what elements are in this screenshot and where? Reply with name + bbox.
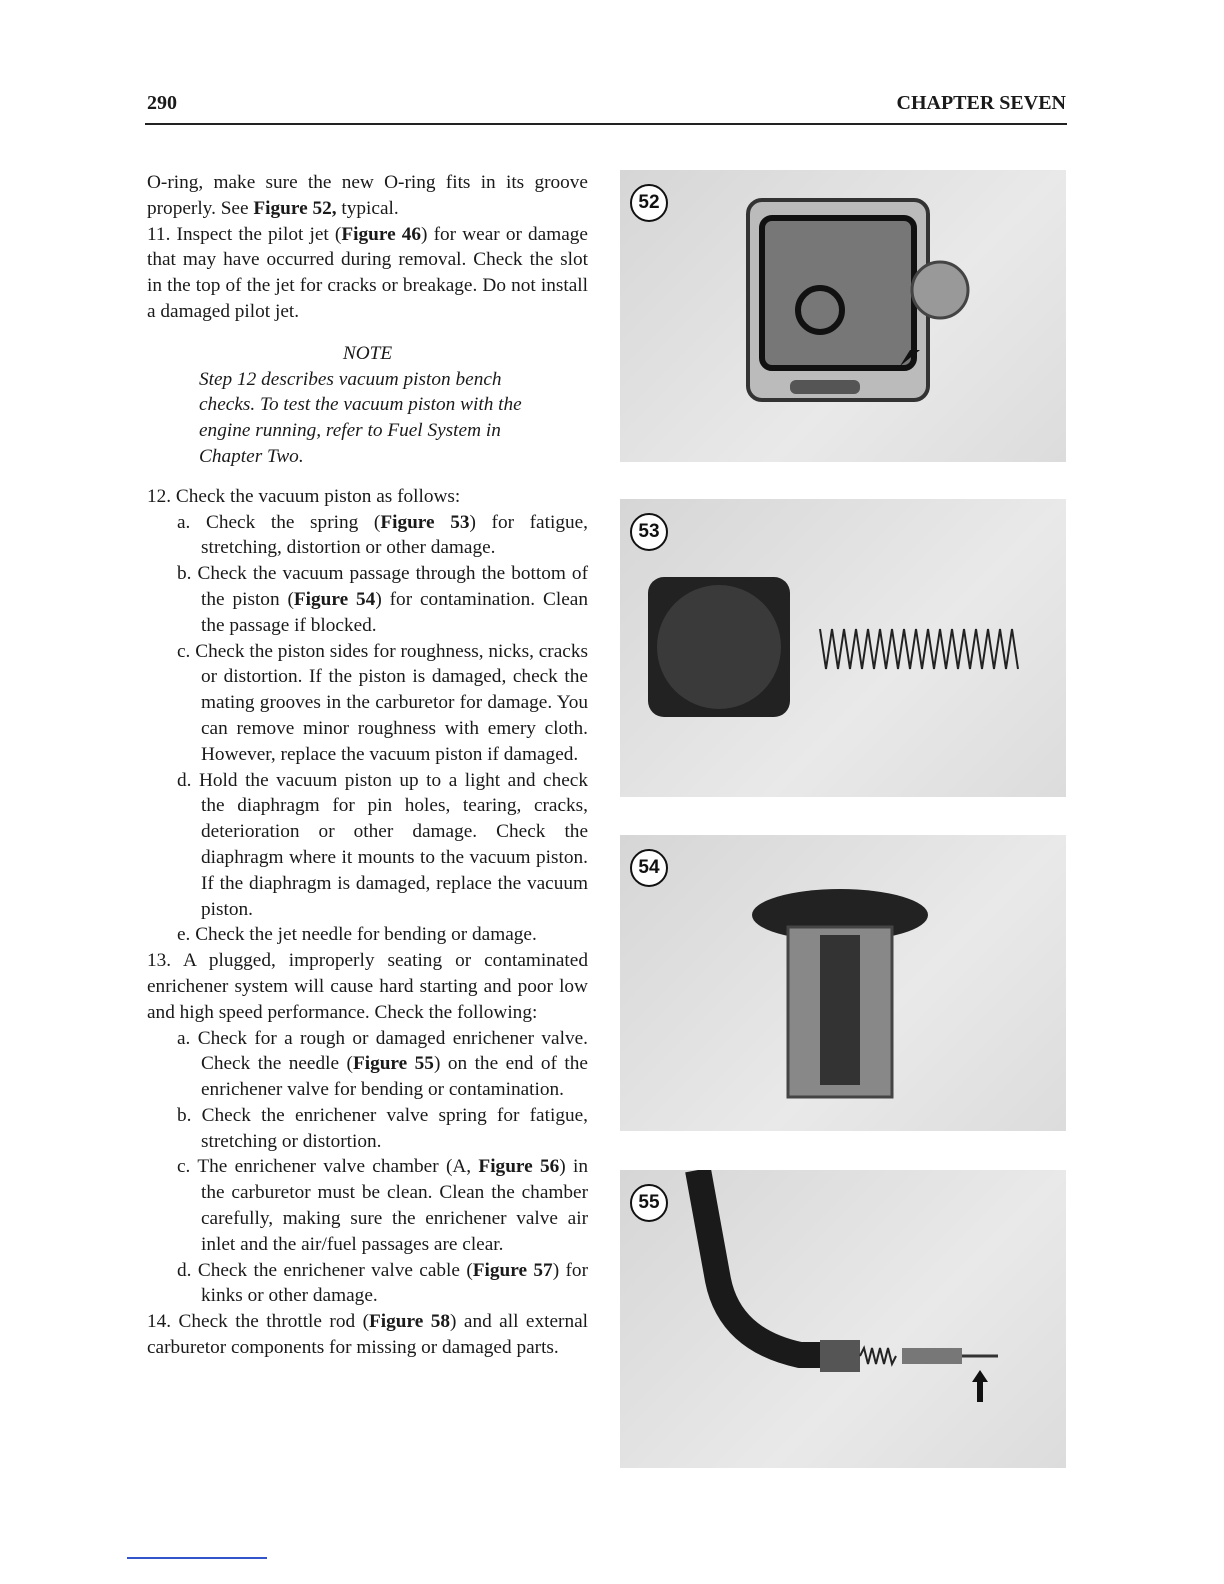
figure-reference: Figure 57 bbox=[472, 1259, 553, 1281]
sub-step bbox=[147, 1258, 588, 1310]
vacuum-piston-photo bbox=[620, 835, 1066, 1131]
text-run: c. The enrichener valve chamber (A, bbox=[177, 1156, 479, 1178]
figure-number: 54 bbox=[630, 849, 668, 887]
note-text bbox=[147, 367, 588, 470]
figure-reference: Figure 54 bbox=[293, 588, 376, 610]
text-run: b. Check the enrichener valve spring for fatigue, stretching or distortion. bbox=[177, 1104, 588, 1152]
paragraph bbox=[147, 1309, 588, 1361]
vacuum-piston-and-spring-photo bbox=[620, 499, 1066, 797]
figure-number: 55 bbox=[630, 1184, 668, 1222]
figure-reference: Figure 56 bbox=[478, 1156, 560, 1178]
paragraph bbox=[147, 948, 588, 1025]
sub-step bbox=[147, 922, 588, 948]
body-text bbox=[147, 170, 588, 1361]
text-run: e. Check the jet needle for bending or damage. bbox=[177, 924, 537, 946]
text-run: b. Check the vacuum passage through the bottom of the piston ( bbox=[177, 563, 588, 610]
sub-step bbox=[147, 1154, 588, 1257]
figure-53 bbox=[620, 499, 1066, 797]
figure-54 bbox=[620, 835, 1066, 1131]
chapter-title: CHAPTER SEVEN bbox=[896, 92, 1066, 114]
paragraph bbox=[147, 484, 588, 510]
figure-reference: Figure 55 bbox=[352, 1053, 434, 1075]
text-run: c. Check the piston sides for roughness, nicks, cracks or distortion. If the piston is damaged, check the mating grooves in the carburetor for damage. You can remove minor roughness with emery cloth. However, replace the vacuum piston if damaged. bbox=[177, 640, 588, 765]
sub-step bbox=[147, 561, 588, 638]
figure-reference: Figure 52, bbox=[253, 197, 337, 219]
text-run: d. Hold the vacuum piston up to a light and check the diaphragm for pin holes, tearing, cracks, deterioration or other damage. Check the diaphragm where it mounts to the vacuum piston. If the diaphragm is damaged, replace the vacuum piston. bbox=[177, 769, 588, 920]
text-run: Step 12 describes vacuum piston bench checks. To test the vacuum piston with the engine running, refer to Fuel System in Chapter Two. bbox=[199, 368, 522, 467]
page-number: 290 bbox=[147, 92, 177, 114]
figure-reference: Figure 53 bbox=[380, 511, 470, 533]
text-run: 12. Check the vacuum piston as follows: bbox=[147, 485, 461, 507]
sub-step bbox=[147, 768, 588, 923]
sub-step bbox=[147, 1103, 588, 1155]
text-run: 11. Inspect the pilot jet ( bbox=[147, 223, 342, 245]
footer-link-underline bbox=[127, 1557, 267, 1559]
figure-52 bbox=[620, 170, 1066, 462]
sub-step bbox=[147, 1026, 588, 1103]
text-run: 14. Check the throttle rod ( bbox=[147, 1311, 369, 1333]
figure-number: 53 bbox=[630, 513, 668, 551]
figure-reference: Figure 58 bbox=[369, 1311, 451, 1333]
figure-reference: Figure 46 bbox=[341, 223, 422, 245]
enrichener-valve-cable-photo bbox=[620, 1170, 1066, 1468]
sub-step bbox=[147, 639, 588, 768]
figure-55 bbox=[620, 1170, 1066, 1468]
header-rule bbox=[145, 123, 1067, 125]
text-run: typical. bbox=[336, 197, 399, 219]
paragraph bbox=[147, 170, 588, 222]
text-run: NOTE bbox=[342, 342, 393, 364]
text-run: ) in the carburetor must be clean. Clean the chamber carefully, making sure the enrichener valve air inlet and the air/fuel passages are clear. bbox=[201, 1156, 588, 1255]
note-heading bbox=[147, 341, 588, 367]
text-run: O-ring, make sure the new O-ring fits in its groove properly. See bbox=[147, 172, 588, 219]
text-run: ) for contamination. Clean the passage if blocked. bbox=[201, 588, 588, 636]
paragraph bbox=[147, 222, 588, 325]
text-run: 13. A plugged, improperly seating or contaminated enrichener system will cause hard starting and poor low and high speed performance. Check the following: bbox=[147, 950, 588, 1023]
text-run: a. Check the spring ( bbox=[177, 511, 381, 533]
text-run: a. Check for a rough or damaged enrichener valve. Check the needle ( bbox=[177, 1027, 588, 1075]
sub-step bbox=[147, 510, 588, 562]
text-run: ) on the end of the enrichener valve for bending or contamination. bbox=[201, 1053, 588, 1101]
text-run: ) and all external carburetor components for missing or damaged parts. bbox=[147, 1311, 588, 1359]
text-run: d. Check the enrichener valve cable ( bbox=[177, 1259, 473, 1281]
carburetor-float-bowl-photo bbox=[620, 170, 1066, 462]
text-run: ) for kinks or other damage. bbox=[201, 1259, 588, 1307]
figure-number: 52 bbox=[630, 184, 668, 222]
text-run: ) for fatigue, stretching, distortion or other damage. bbox=[201, 511, 588, 559]
text-run: ) for wear or damage that may have occurred during removal. Check the slot in the top of the jet for cracks or breakage. Do not install a damaged pilot jet. bbox=[147, 223, 588, 322]
